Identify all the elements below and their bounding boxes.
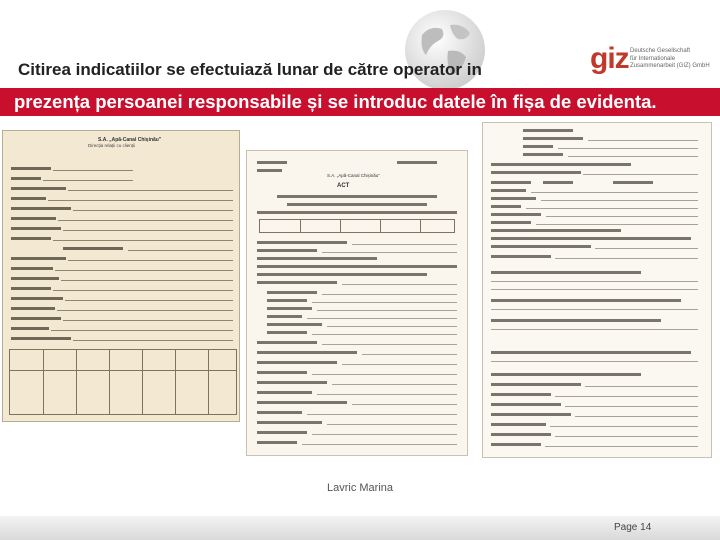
author-name: Lavric Marina — [326, 482, 394, 494]
document-table — [259, 219, 455, 233]
giz-logo — [590, 44, 715, 84]
slide-title-line-1: Citirea indicatiilor se efectuiază lunar de către operator in — [18, 60, 482, 79]
logo-text — [630, 48, 710, 71]
document-scan-act — [246, 150, 468, 456]
slide-title-line-2: prezența persoanei responsabile și se introduc datele în fișa de evidenta. — [0, 88, 720, 116]
document-subheading: Direcția relații cu clienții — [88, 143, 136, 148]
document-scan-form — [482, 122, 712, 458]
document-scan-reading-sheet — [2, 130, 240, 422]
globe-icon — [400, 5, 490, 95]
page-number: Page 14 — [614, 522, 652, 533]
document-heading: S.A. „Apă-Canal Chișinău” — [327, 173, 380, 178]
document-table — [9, 349, 237, 415]
logo-line: Deutsche Gesellschaft — [630, 48, 691, 54]
document-heading: S.A. „Apă-Canal Chișinău” — [98, 137, 162, 143]
footer-bar — [0, 516, 720, 540]
document-subheading: ACT — [337, 183, 350, 189]
logo-line: Zusammenarbeit (GIZ) GmbH — [630, 63, 710, 69]
logo-mark: giz — [590, 42, 629, 75]
logo-line: für Internationale — [630, 55, 676, 62]
